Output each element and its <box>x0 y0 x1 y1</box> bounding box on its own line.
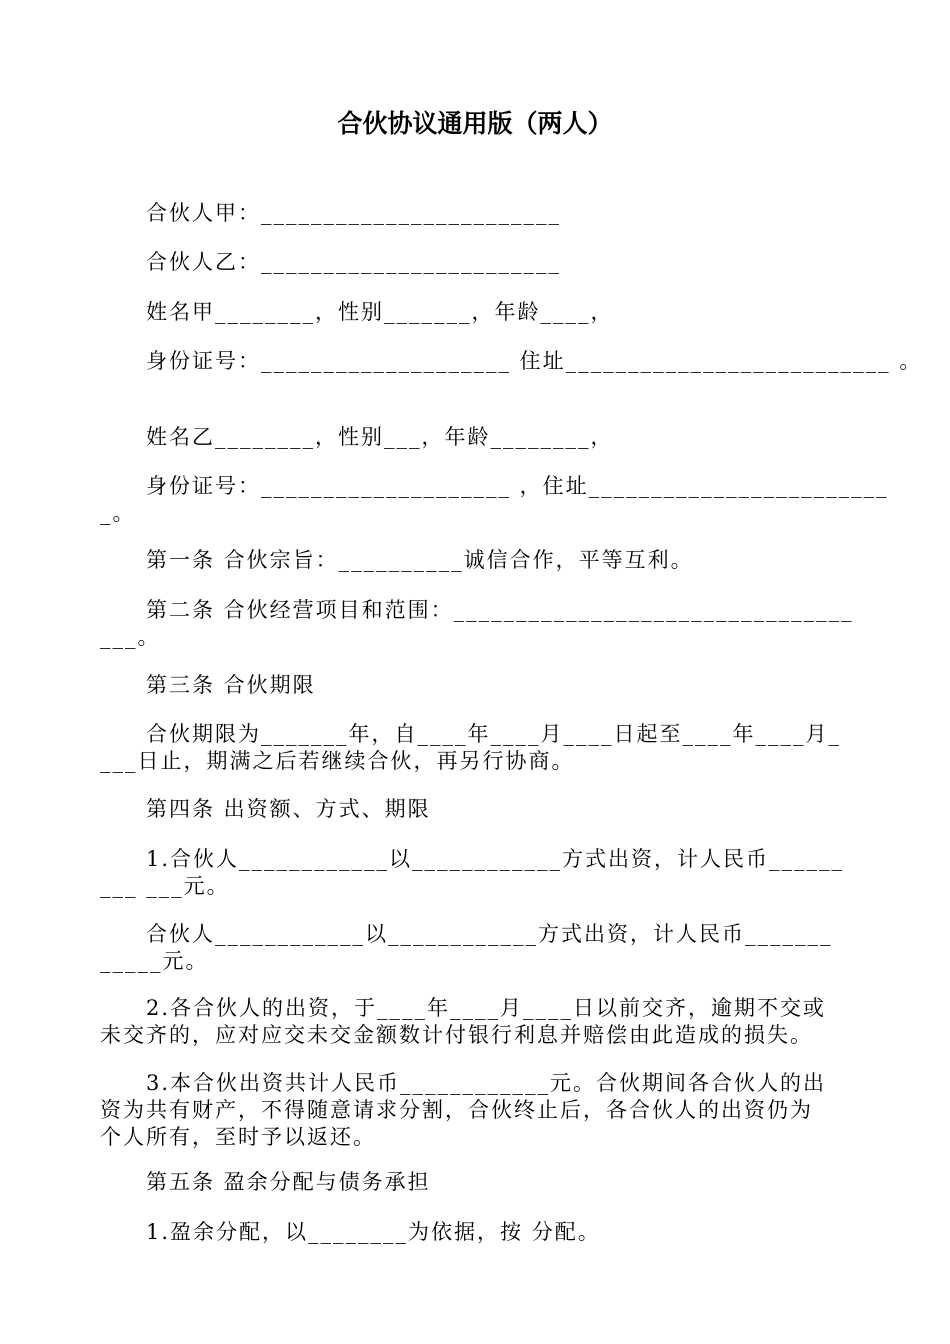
total-contribution-line-2: 资为共有财产，不得随意请求分割，合伙终止后，各合伙人的出资仍为 <box>100 1098 813 1122</box>
article-2-line: 第二条 合伙经营项目和范围：________________________________ <box>100 598 854 622</box>
id-address-b-line-cont: _。 <box>100 501 136 525</box>
contribution-deadline-line: 2.各合伙人的出资，于____年____月____日以前交齐，逾期不交或 <box>100 996 827 1020</box>
article-5-heading: 第五条 盈余分配与债务承担 <box>100 1170 431 1194</box>
name-a-line: 姓名甲________，性别_______，年龄____， <box>100 300 614 324</box>
article-4-heading: 第四条 出资额、方式、期限 <box>100 797 431 821</box>
id-address-b-line: 身份证号：____________________ ，住址________________________ <box>100 474 889 498</box>
total-contribution-line-3: 个人所有，至时予以返还。 <box>100 1125 376 1149</box>
profit-distribution-line: 1.盈余分配，以________为依据，按 分配。 <box>100 1220 601 1244</box>
partner-a-line: 合伙人甲：________________________ <box>100 201 561 225</box>
partner-b-line: 合伙人乙：________________________ <box>100 250 561 274</box>
article-2-line-cont: ___。 <box>100 625 161 649</box>
contribution-deadline-line-cont: 未交齐的，应对应交未交金额数计付银行利息并赔偿由此造成的损失。 <box>100 1023 813 1047</box>
contribution-1-line: 1.合伙人____________以____________方式出资，计人民币______ <box>100 847 845 871</box>
id-address-a-line: 身份证号：____________________ 住址__________________________ 。 <box>100 349 923 373</box>
article-3-term-line: 合伙期限为_______年，自____年____月____日起至____年____月_ <box>100 722 841 746</box>
document-title: 合伙协议通用版（两人） <box>337 109 613 138</box>
article-3-heading: 第三条 合伙期限 <box>100 673 316 697</box>
article-1-line: 第一条 合伙宗旨：__________诚信合作，平等互利。 <box>100 548 694 572</box>
contribution-1-line-cont: ___ ___元。 <box>100 874 230 898</box>
name-b-line: 姓名乙________，性别___，年龄________， <box>100 425 614 449</box>
article-3-term-line-cont: ___日止，期满之后若继续合伙，再另行协商。 <box>100 749 575 773</box>
contribution-2-line-cont: _____元。 <box>100 949 209 973</box>
contribution-2-line: 合伙人____________以____________方式出资，计人民币_______ <box>100 922 833 946</box>
total-contribution-line: 3.本合伙出资共计人民币____________元。合伙期间各合伙人的出 <box>100 1071 827 1095</box>
